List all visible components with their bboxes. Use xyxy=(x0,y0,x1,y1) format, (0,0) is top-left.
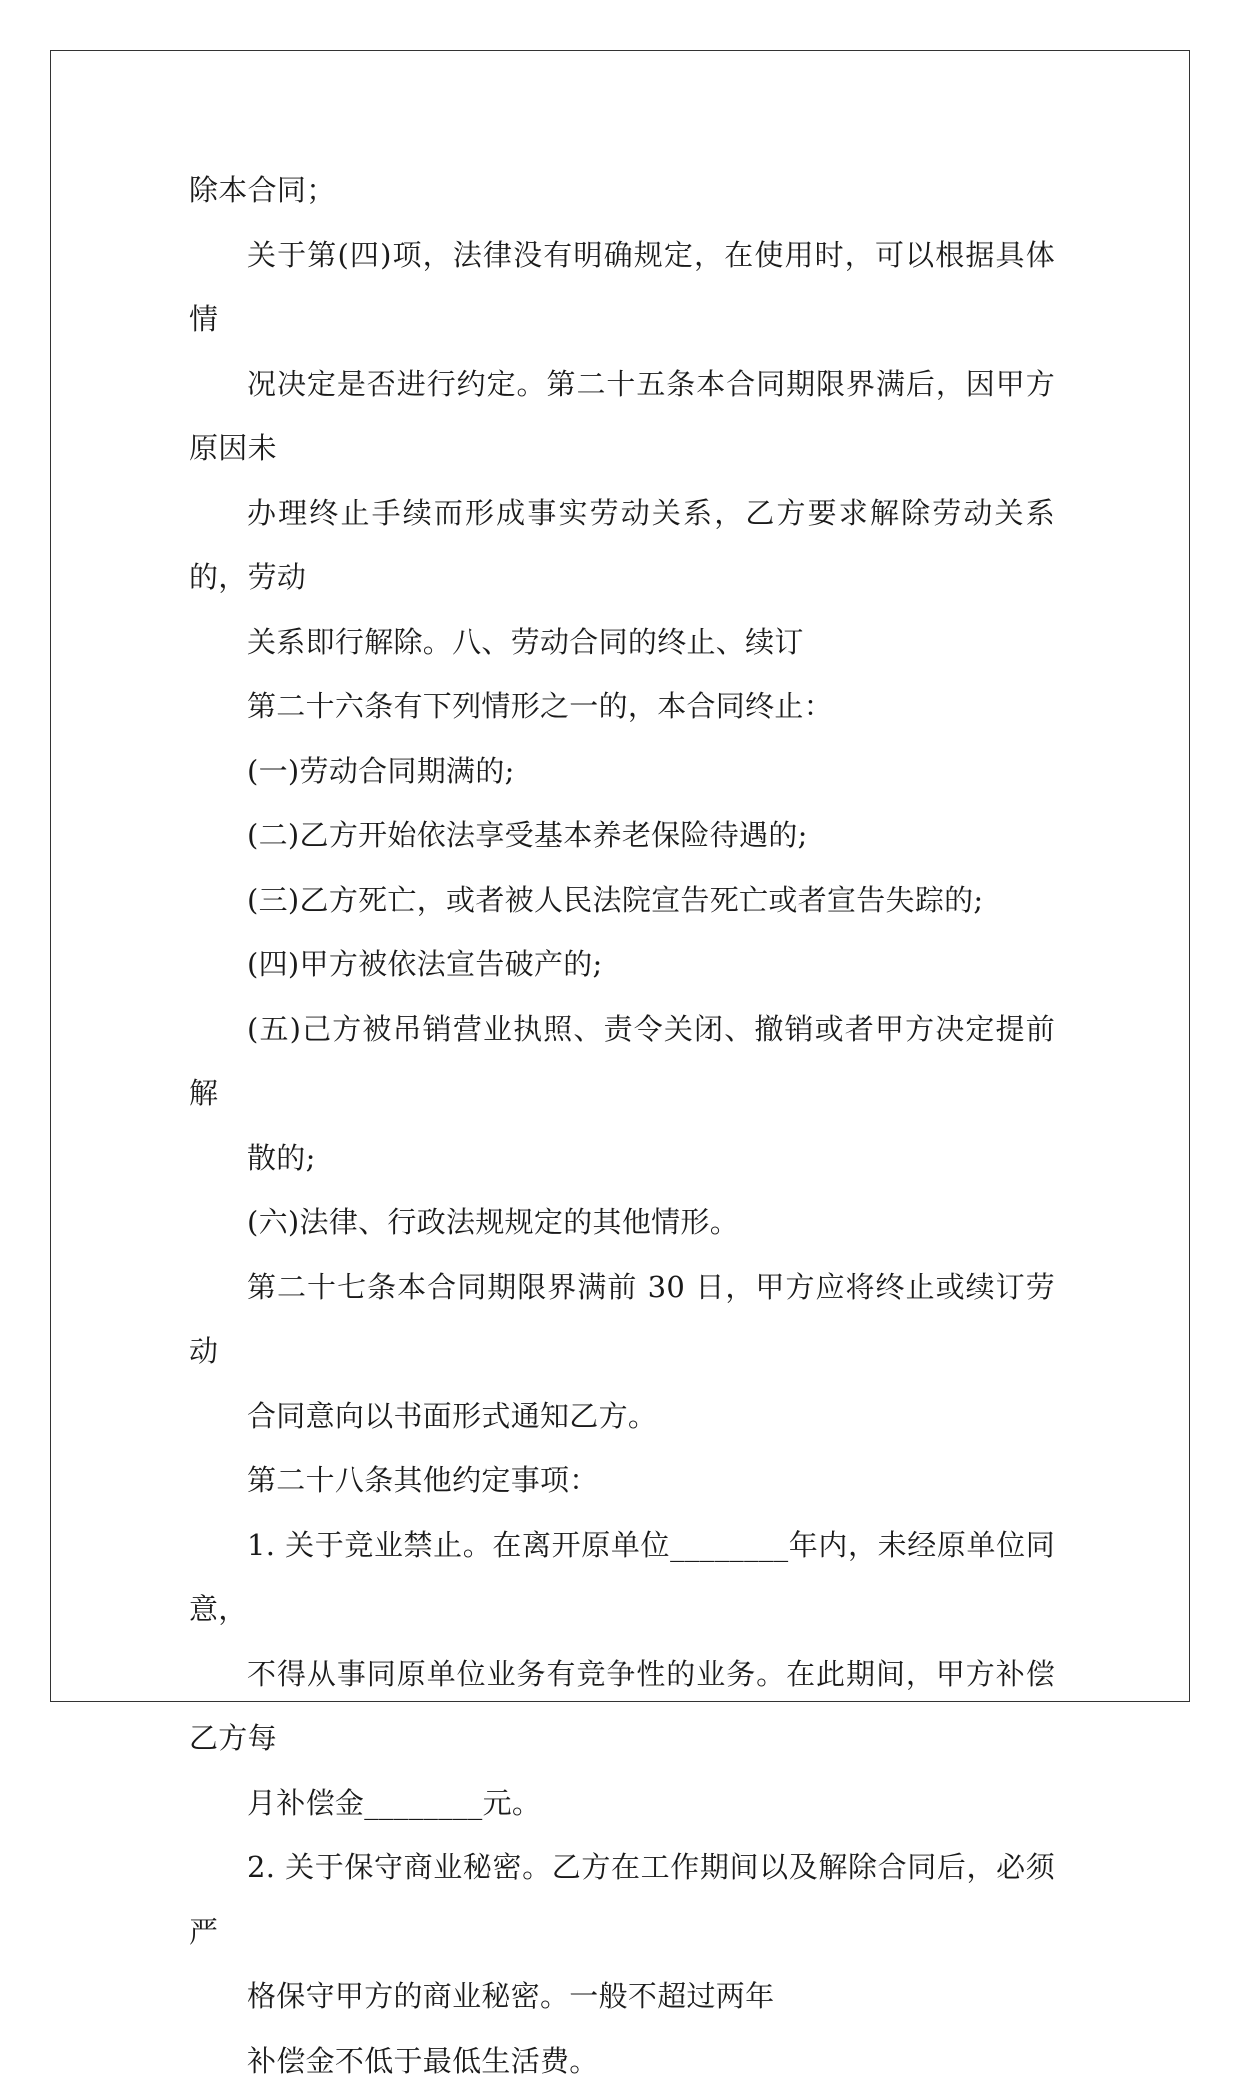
paragraph xyxy=(189,739,1055,804)
paragraph xyxy=(189,932,1055,997)
paragraph xyxy=(189,868,1055,933)
paragraph xyxy=(189,2029,1055,2093)
text-line: 况决定是否进行约定。第二十五条本合同期限界满后，因甲方原因未 xyxy=(189,352,1055,481)
text-line: 月补偿金________元。 xyxy=(189,1771,1055,1836)
text-line: (一)劳动合同期满的; xyxy=(189,739,1055,804)
text-line: 不得从事同原单位业务有竞争性的业务。在此期间，甲方补偿乙方每 xyxy=(189,1642,1055,1771)
text-line: 关于第(四)项，法律没有明确规定，在使用时，可以根据具体情 xyxy=(189,223,1055,352)
text-line: 第二十七条本合同期限界满前 30 日，甲方应将终止或续订劳动 xyxy=(189,1255,1055,1384)
document-body xyxy=(189,158,1055,2093)
text-line: 第二十八条其他约定事项： xyxy=(189,1448,1055,1513)
paragraph xyxy=(189,1448,1055,1513)
paragraph xyxy=(189,674,1055,739)
text-line: 第二十六条有下列情形之一的，本合同终止： xyxy=(189,674,1055,739)
paragraph xyxy=(189,158,1055,223)
paragraph xyxy=(189,997,1055,1191)
paragraph xyxy=(189,1255,1055,1449)
text-line: (三)乙方死亡，或者被人民法院宣告死亡或者宣告失踪的; xyxy=(189,868,1055,933)
paragraph xyxy=(189,1835,1055,2029)
text-line: 格保守甲方的商业秘密。一般不超过两年 xyxy=(189,1964,1055,2029)
text-line: 办理终止手续而形成事实劳动关系，乙方要求解除劳动关系的，劳动 xyxy=(189,481,1055,610)
text-line: 合同意向以书面形式通知乙方。 xyxy=(189,1384,1055,1449)
text-line: 补偿金不低于最低生活费。 xyxy=(189,2029,1055,2093)
text-line: (四)甲方被依法宣告破产的; xyxy=(189,932,1055,997)
text-line: (六)法律、行政法规规定的其他情形。 xyxy=(189,1190,1055,1255)
text-line: 散的; xyxy=(189,1126,1055,1191)
paragraph xyxy=(189,803,1055,868)
text-line: 1. 关于竞业禁止。在离开原单位________年内，未经原单位同意， xyxy=(189,1513,1055,1642)
text-line: 2. 关于保守商业秘密。乙方在工作期间以及解除合同后，必须严 xyxy=(189,1835,1055,1964)
text-line: 关系即行解除。八、劳动合同的终止、续订 xyxy=(189,610,1055,675)
paragraph xyxy=(189,1513,1055,1836)
paragraph xyxy=(189,1190,1055,1255)
text-line: (二)乙方开始依法享受基本养老保险待遇的; xyxy=(189,803,1055,868)
text-line: (五)己方被吊销营业执照、责令关闭、撤销或者甲方决定提前解 xyxy=(189,997,1055,1126)
paragraph xyxy=(189,223,1055,675)
text-line: 除本合同； xyxy=(189,158,1055,223)
